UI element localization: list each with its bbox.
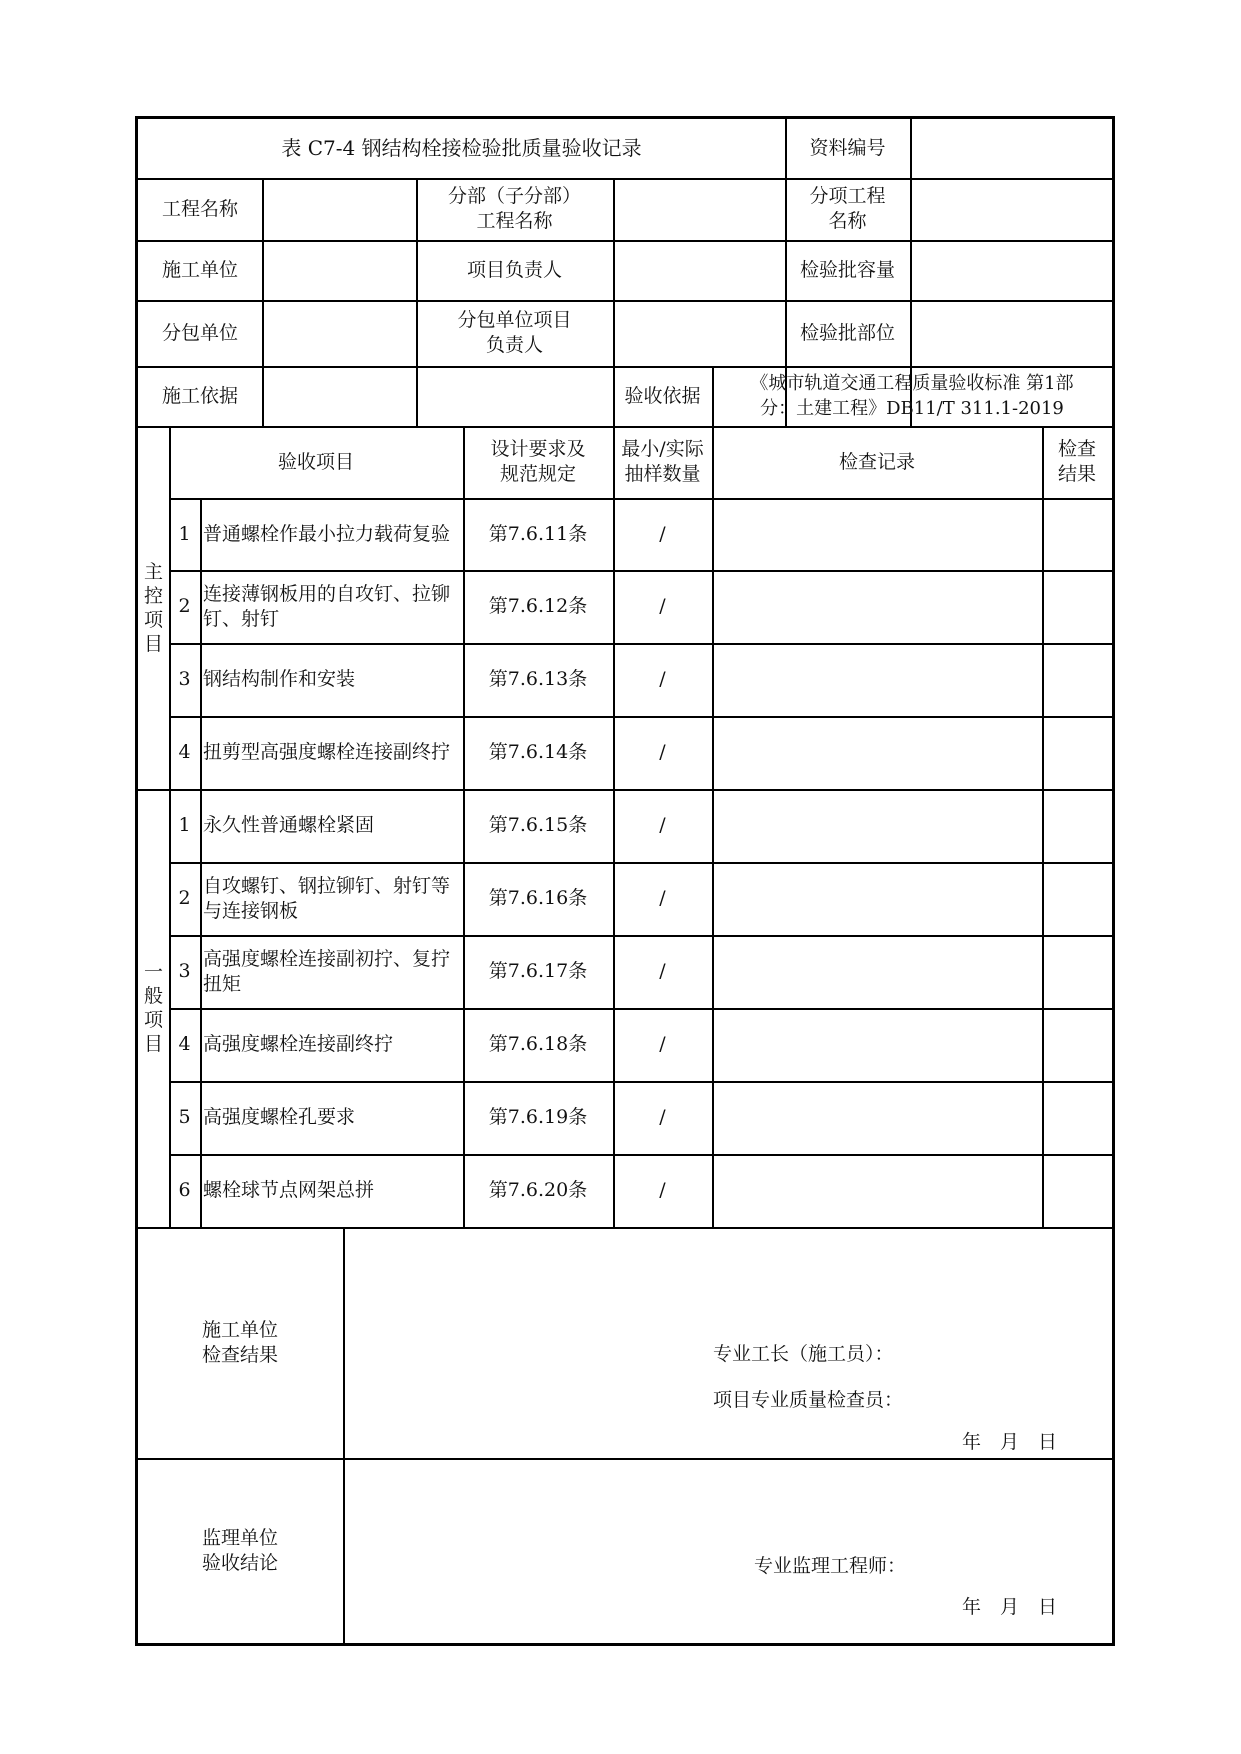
batch-capacity-field[interactable] (910, 240, 1112, 300)
subcontractor-field[interactable] (262, 300, 416, 366)
check-result-field[interactable] (1042, 643, 1112, 716)
foreman-signature-label: 专业工长（施工员）： (713, 1343, 894, 1365)
project-name-field[interactable] (262, 178, 416, 240)
check-record-field[interactable] (712, 1081, 1042, 1154)
row-number: 4 (178, 1033, 191, 1055)
check-result-field[interactable] (1042, 935, 1112, 1008)
row-number: 6 (178, 1179, 191, 1201)
form-title: 表 C7-4 钢结构栓接检验批质量验收记录 (281, 136, 642, 160)
construction-check-date[interactable]: 年 月 日 (962, 1431, 1058, 1453)
sub-item-field[interactable] (910, 178, 1112, 240)
sub-leader-field[interactable] (613, 300, 785, 366)
row-number: 2 (178, 887, 191, 909)
check-result-field[interactable] (1042, 498, 1112, 570)
supervision-label: 监理单位 验收结论 (202, 1526, 279, 1574)
check-record-field[interactable] (712, 643, 1042, 716)
check-record-field[interactable] (712, 935, 1042, 1008)
clause-ref: 第7.6.13条 (488, 668, 588, 690)
subdivision-label: 分部（子分部） 工程名称 (447, 185, 581, 232)
row-number: 2 (178, 595, 191, 617)
main-control-label: 主 控 项 目 (143, 560, 163, 655)
sub-leader-label: 分包单位项目 负责人 (457, 309, 572, 356)
clause-ref: 第7.6.16条 (488, 887, 588, 909)
row-number: 3 (178, 668, 191, 690)
item-name: 连接薄钢板用的自攻钉、拉铆 钉、射钉 (203, 582, 451, 630)
sample-count[interactable]: / (659, 1033, 666, 1055)
sample-count[interactable]: / (659, 741, 666, 763)
sample-count[interactable]: / (659, 814, 666, 836)
clause-ref: 第7.6.18条 (488, 1033, 588, 1055)
clause-ref: 第7.6.14条 (488, 741, 588, 763)
quality-inspector-signature-label: 项目专业质量检查员： (713, 1389, 904, 1411)
clause-ref: 第7.6.15条 (488, 814, 588, 836)
supervision-engineer-signature-label: 专业监理工程师： (754, 1555, 907, 1577)
batch-location-field[interactable] (910, 300, 1112, 366)
row-number: 4 (178, 741, 191, 763)
project-leader-label: 项目负责人 (466, 258, 562, 281)
item-name: 螺栓球节点网架总拼 (203, 1179, 375, 1201)
check-record-field[interactable] (712, 1008, 1042, 1081)
item-name: 永久性普通螺栓紧固 (203, 814, 375, 836)
col-header-result: 检查 结果 (1057, 438, 1096, 485)
check-record-field[interactable] (712, 1154, 1042, 1227)
check-result-field[interactable] (1042, 862, 1112, 935)
acceptance-basis-value: 《城市轨道交通工程质量验收标准 第1部 分：土建工程》DB11/T 311.1-2019 (750, 373, 1074, 419)
clause-ref: 第7.6.12条 (488, 595, 588, 617)
sample-count[interactable]: / (659, 595, 666, 617)
basis-label: 施工依据 (161, 384, 238, 407)
general-items-label: 一 般 项 目 (143, 961, 163, 1055)
sample-count[interactable]: / (659, 522, 666, 545)
col-header-sample: 最小/实际 抽样数量 (621, 438, 704, 485)
doc-no-field[interactable] (910, 119, 1112, 178)
col-header-design: 设计要求及 规范规定 (490, 438, 586, 485)
item-name: 高强度螺栓连接副终拧 (203, 1033, 394, 1055)
subcontractor-label: 分包单位 (161, 321, 238, 344)
item-name: 自攻螺钉、钢拉铆钉、射钉等 与连接钢板 (203, 874, 451, 922)
row-number: 1 (178, 814, 191, 836)
sample-count[interactable]: / (659, 1106, 666, 1128)
sample-count[interactable]: / (659, 1179, 666, 1201)
doc-no-label: 资料编号 (809, 137, 886, 159)
check-result-field[interactable] (1042, 1154, 1112, 1227)
check-record-field[interactable] (712, 789, 1042, 862)
item-name: 高强度螺栓孔要求 (203, 1106, 356, 1128)
row-number: 5 (178, 1106, 191, 1128)
check-result-field[interactable] (1042, 789, 1112, 862)
acceptance-record-form (135, 116, 1115, 1646)
supervision-date[interactable]: 年 月 日 (962, 1596, 1058, 1618)
project-leader-field[interactable] (613, 240, 785, 300)
check-record-field[interactable] (712, 862, 1042, 935)
item-name: 普通螺栓作最小拉力载荷复验 (203, 522, 451, 545)
clause-ref: 第7.6.17条 (488, 960, 588, 982)
basis-field[interactable] (262, 366, 613, 426)
check-result-field[interactable] (1042, 716, 1112, 789)
check-result-field[interactable] (1042, 1008, 1112, 1081)
subdivision-field[interactable] (613, 178, 785, 240)
sample-count[interactable]: / (659, 960, 666, 982)
clause-ref: 第7.6.19条 (488, 1106, 588, 1128)
item-name: 扭剪型高强度螺栓连接副终拧 (203, 741, 451, 763)
col-header-item: 验收项目 (277, 450, 354, 473)
check-record-field[interactable] (712, 498, 1042, 570)
clause-ref: 第7.6.11条 (488, 522, 588, 545)
clause-ref: 第7.6.20条 (488, 1179, 588, 1201)
construction-unit-field[interactable] (262, 240, 416, 300)
acceptance-basis-label: 验收依据 (624, 384, 701, 407)
batch-capacity-label: 检验批容量 (799, 258, 895, 281)
sample-count[interactable]: / (659, 887, 666, 909)
construction-check-label: 施工单位 检查结果 (202, 1318, 279, 1366)
sample-count[interactable]: / (659, 668, 666, 690)
item-name: 钢结构制作和安装 (203, 668, 356, 690)
row-number: 1 (178, 522, 191, 545)
project-name-label: 工程名称 (161, 197, 238, 220)
row-number: 3 (178, 960, 191, 982)
col-header-record: 检查记录 (838, 450, 915, 473)
check-result-field[interactable] (1042, 1081, 1112, 1154)
sub-item-label: 分项工程 名称 (809, 185, 886, 232)
item-name: 高强度螺栓连接副初拧、复拧 扭矩 (203, 947, 451, 995)
check-record-field[interactable] (712, 716, 1042, 789)
batch-location-label: 检验批部位 (799, 321, 895, 344)
construction-unit-label: 施工单位 (161, 258, 238, 281)
check-result-field[interactable] (1042, 570, 1112, 643)
check-record-field[interactable] (712, 570, 1042, 643)
